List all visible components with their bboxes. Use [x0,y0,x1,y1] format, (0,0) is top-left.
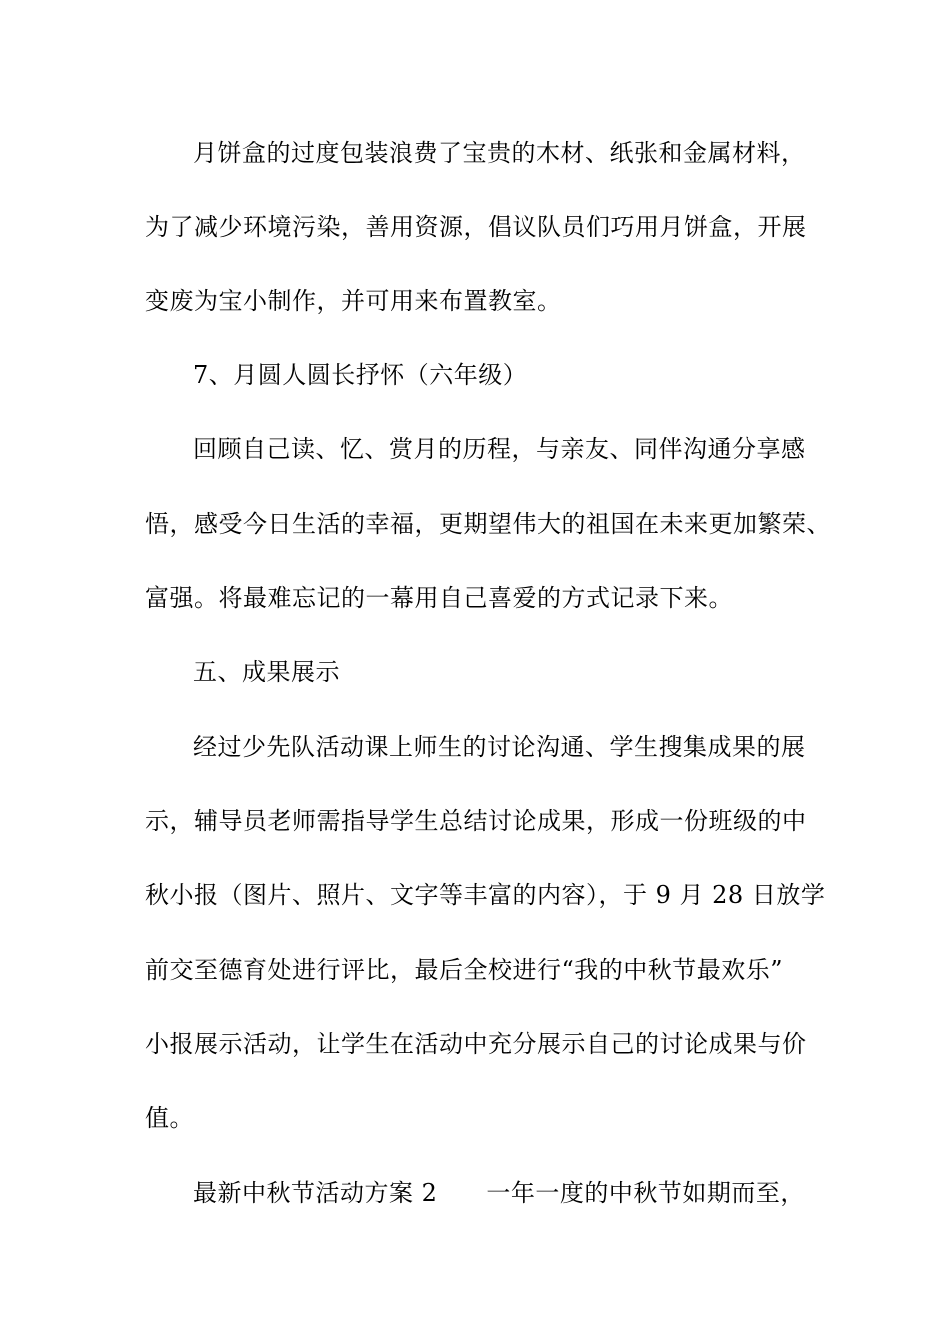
paragraph-line-9: 经过少先队活动课上师生的讨论沟通、学生搜集成果的展 [193,733,806,761]
paragraph-line-11: 秋小报（图片、照片、文字等丰富的内容），于 9 月 28 日放学 [145,881,826,909]
paragraph-line-12: 前交至德育处进行评比，最后全校进行“我的中秋节最欢乐” [145,956,784,984]
paragraph-line-14: 值。 [145,1104,194,1132]
section-heading-5: 五、成果展示 [193,658,340,686]
paragraph-line-1: 月饼盒的过度包装浪费了宝贵的木材、纸张和金属材料， [193,139,806,167]
paragraph-line-6: 悟，感受今日生活的幸福，更期望伟大的祖国在未来更加繁荣、 [145,510,831,538]
paragraph-line-7: 富强。将最难忘记的一幕用自己喜爱的方式记录下来。 [145,584,733,612]
section-heading-7: 7、月圆人圆长抒怀（六年级） [193,361,528,389]
paragraph-line-2: 为了减少环境污染，善用资源，倡议队员们巧用月饼盒，开展 [145,213,807,241]
paragraph-line-13: 小报展示活动，让学生在活动中充分展示自己的讨论成果与价 [145,1030,807,1058]
paragraph-line-3: 变废为宝小制作，并可用来布置教室。 [145,287,562,315]
paragraph-line-5: 回顾自己读、忆、赏月的历程，与亲友、同伴沟通分享感 [193,435,806,463]
paragraph-line-10: 示，辅导员老师需指导学生总结讨论成果，形成一份班级的中 [145,807,807,835]
plan-title-line: 最新中秋节活动方案 2 一年一度的中秋节如期而至， [193,1179,805,1207]
